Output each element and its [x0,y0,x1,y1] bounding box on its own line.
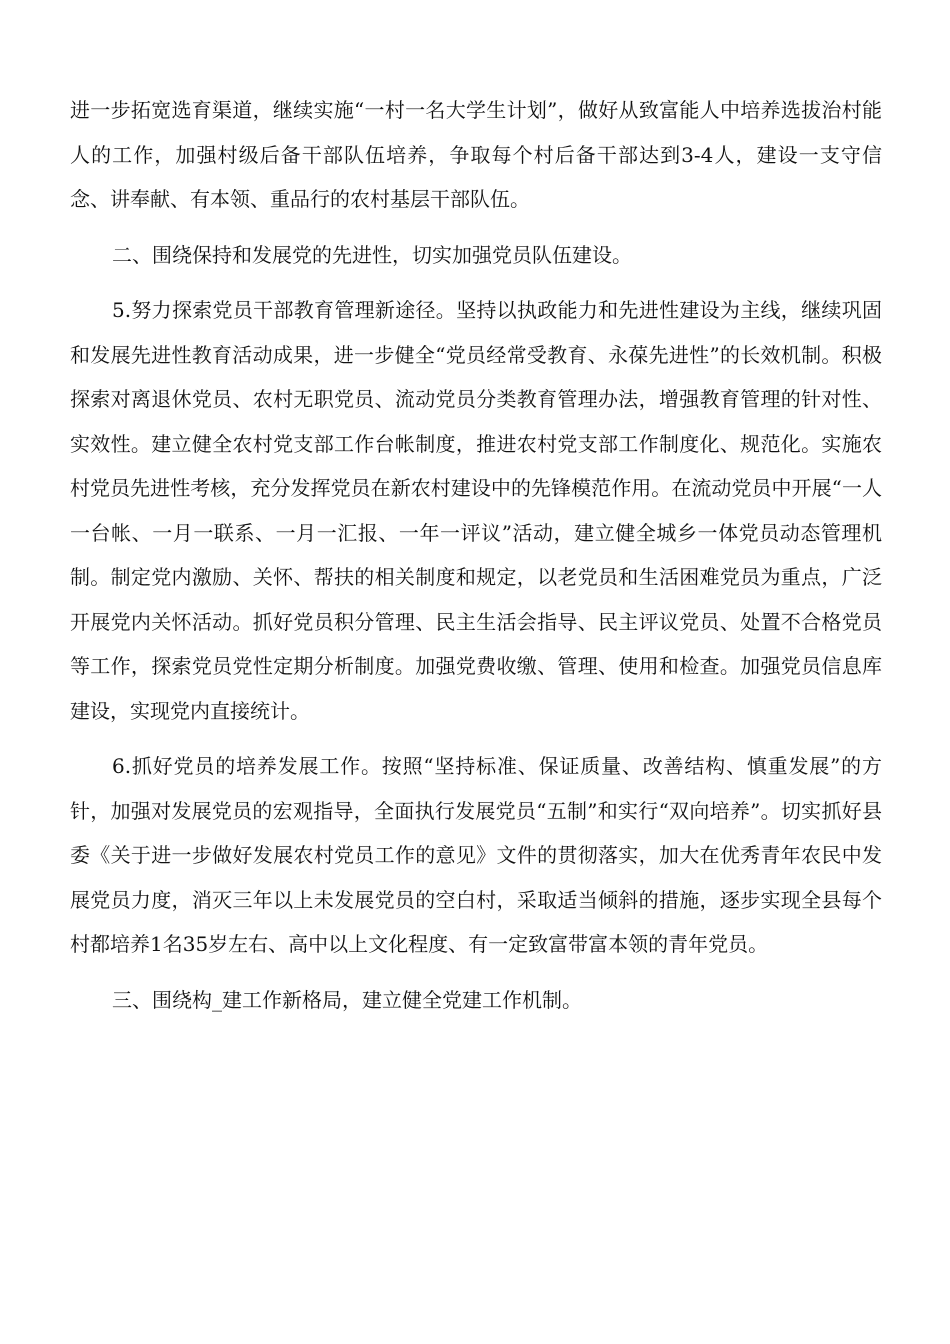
section-heading-two: 二、围绕保持和发展党的先进性，切实加强党员队伍建设。 [112,242,632,267]
paragraph-item-5: 5.努力探索党员干部教育管理新途径。坚持以执政能力和先进性建设为主线，继续巩固和发展先进性教育活动成果，进一步健全“党员经常受教育、永葆先进性”的长效机制。积极探索对离退休党员、农村无职党员、流动党员分类教育管理办法，增强教育管理的针对性、实效性。建立健全农村党支部工作台帐制度，推进农村党支部工作制度化、规范化。实施农村党员先进性考核，充分发挥党员在新农村建设中的先锋模范作用。在流动党员中开展“一人一台帐、一月一联系、一月一汇报、一年一评议”活动，建立健全城乡一体党员动态管理机制。制定党内激励、关怀、帮扶的相关制度和规定，以老党员和生活困难党员为重点，广泛开展党内关怀活动。抓好党员积分管理、民主生活会指导、民主评议党员、处置不合格党员等工作，探索党员党性定期分析制度。加强党费收缴、管理、使用和检查。加强党员信息库建设，实现党内直接统计。 [70,298,882,723]
paragraph-cadre-selection: 进一步拓宽选育渠道，继续实施“一村一名大学生计划”，做好从致富能人中培养选拔治村能人的工作，加强村级后备干部队伍培养，争取每个村后备干部达到3-4人，建设一支守信念、讲奉献、有本领、重品行的农村基层干部队伍。 [70,98,882,211]
section-heading-three: 三、围绕构_建工作新格局，建立健全党建工作机制。 [112,987,582,1012]
paragraph-item-6: 6.抓好党员的培养发展工作。按照“坚持标准、保证质量、改善结构、慎重发展”的方针，加强对发展党员的宏观指导，全面执行发展党员“五制”和实行“双向培养”。切实抓好县委《关于进一步做好发展农村党员工作的意见》文件的贯彻落实，加大在优秀青年农民中发展党员力度，消灭三年以上未发展党员的空白村，采取适当倾斜的措施，逐步实现全县每个村都培养1名35岁左右、高中以上文化程度、有一定致富带富本领的青年党员。 [70,754,882,956]
document-body [70,88,882,1033]
